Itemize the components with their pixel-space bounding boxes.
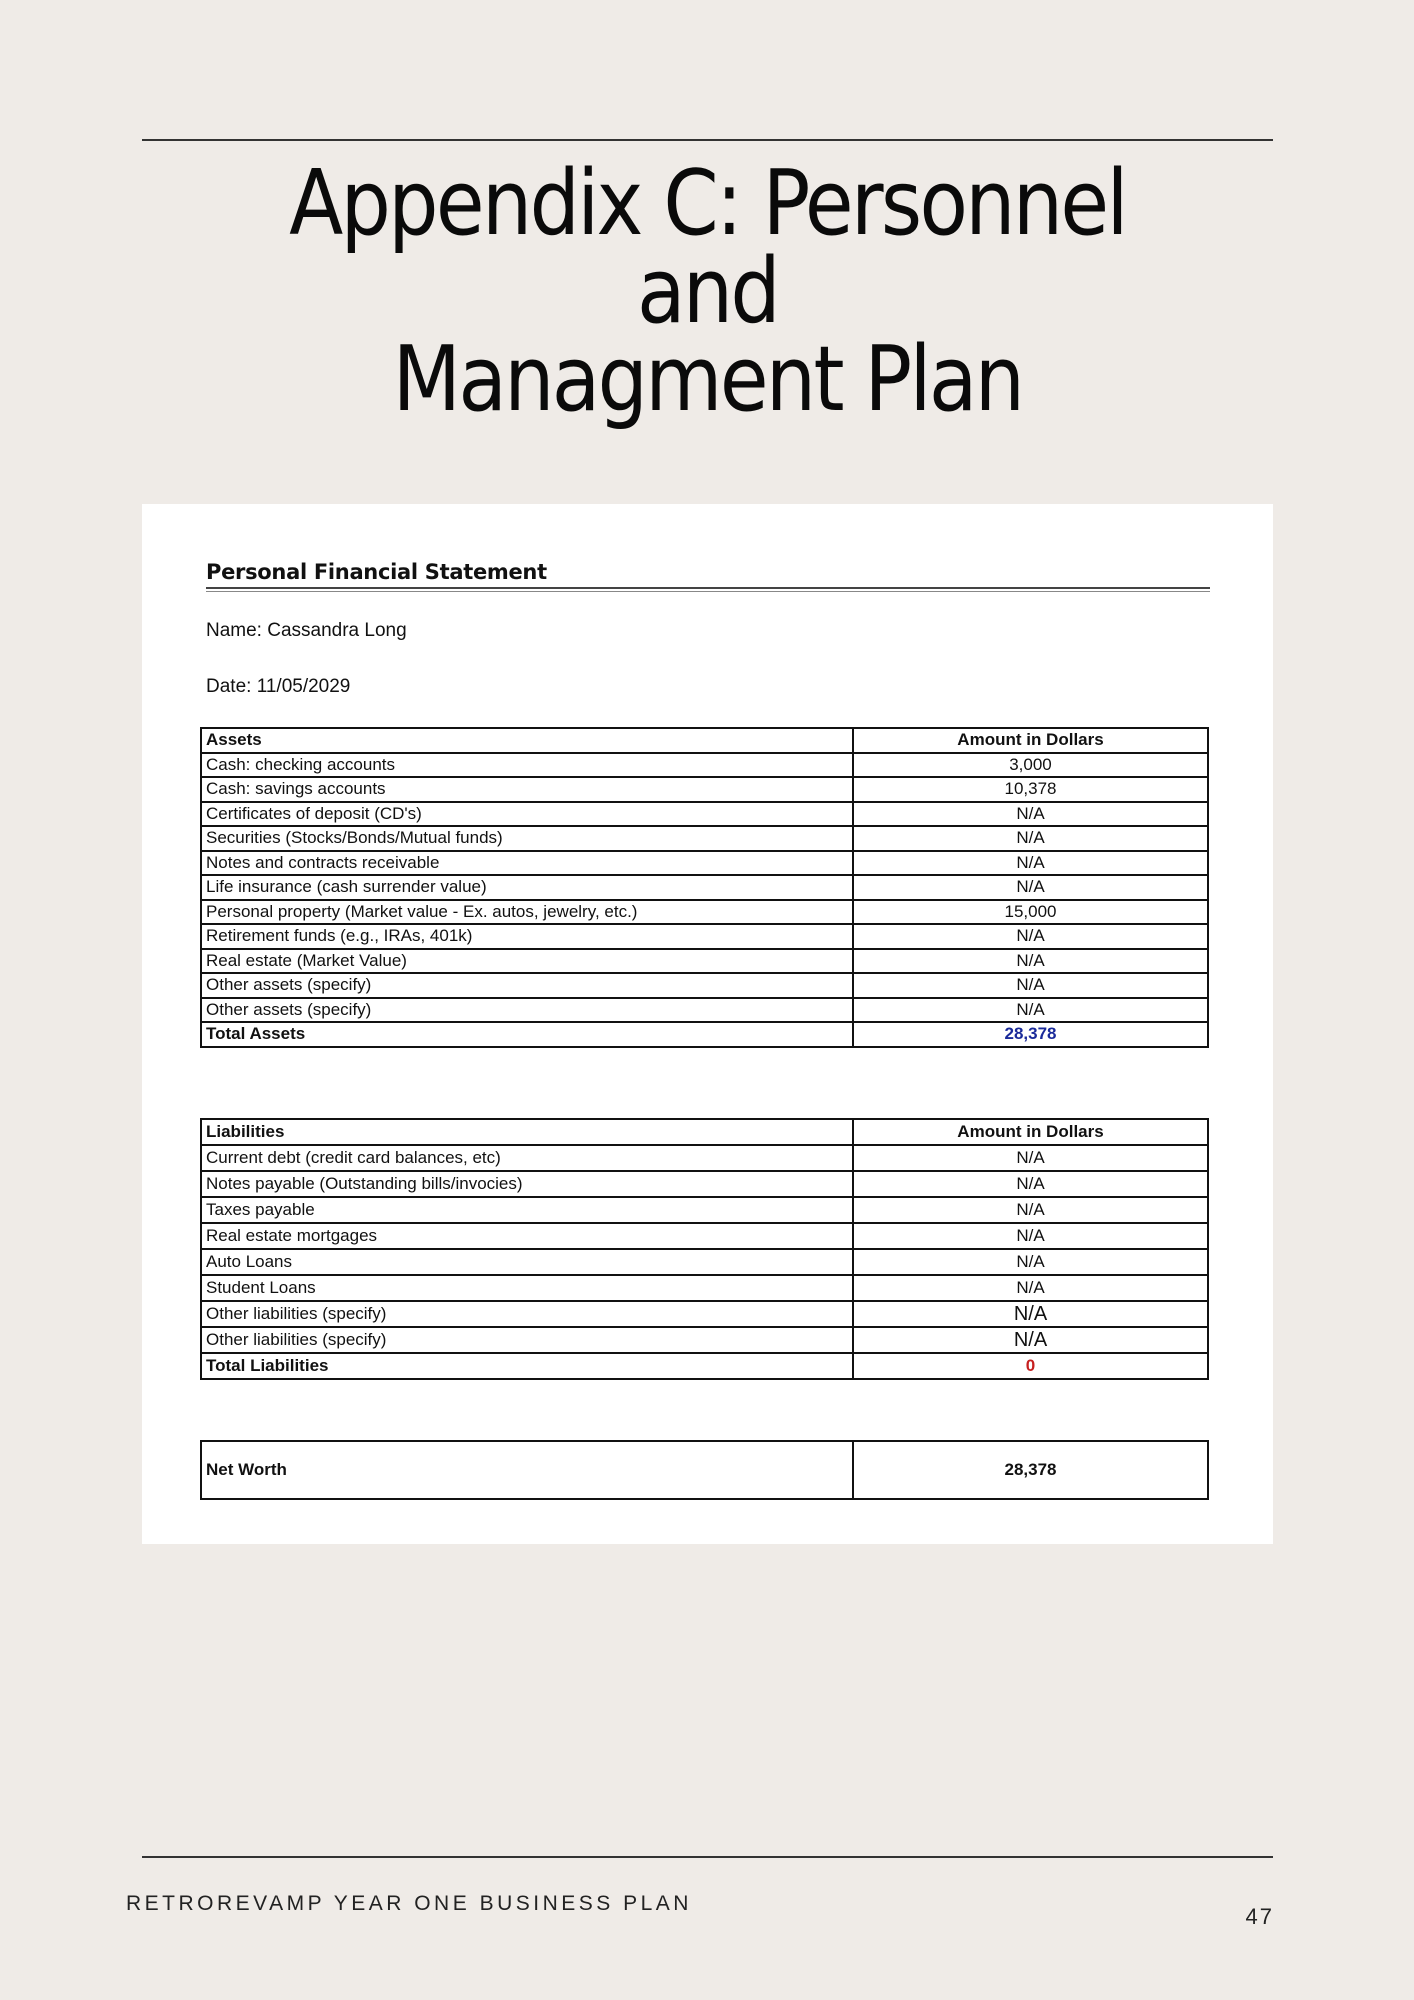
liabilities-row-value: N/A (853, 1145, 1208, 1171)
liabilities-row (201, 1249, 1208, 1275)
assets-row-label: Certificates of deposit (CD's) (201, 802, 853, 827)
assets-row-value: 3,000 (853, 753, 1208, 778)
assets-row-value: 10,378 (853, 777, 1208, 802)
net-worth-label: Net Worth (201, 1441, 853, 1499)
assets-row-value: N/A (853, 924, 1208, 949)
assets-header-row-label: Assets (201, 728, 853, 753)
liabilities-row-label: Notes payable (Outstanding bills/invocies) (201, 1171, 853, 1197)
assets-row (201, 826, 1208, 851)
page-title-line-1: Appendix C: Personnel and (289, 151, 1126, 344)
liabilities-row-value: N/A (853, 1249, 1208, 1275)
assets-row (201, 802, 1208, 827)
liabilities-total-row-label: Total Liabilities (201, 1353, 853, 1379)
assets-row (201, 777, 1208, 802)
net-worth-value: 28,378 (853, 1441, 1208, 1499)
assets-row-label: Other assets (specify) (201, 973, 853, 998)
page-title (210, 151, 1205, 432)
assets-header-row-value: Amount in Dollars (853, 728, 1208, 753)
footer-title: RETROREVAMP YEAR ONE BUSINESS PLAN (126, 1892, 692, 1915)
assets-row (201, 851, 1208, 876)
assets-total-row (201, 1022, 1208, 1047)
assets-row-label: Life insurance (cash surrender value) (201, 875, 853, 900)
financial-statement-card (142, 504, 1273, 1544)
heading-underline (206, 587, 1210, 592)
liabilities-row-label: Student Loans (201, 1275, 853, 1301)
liabilities-total-row (201, 1353, 1208, 1379)
liabilities-header-row-value: Amount in Dollars (853, 1119, 1208, 1145)
liabilities-header-row-label: Liabilities (201, 1119, 853, 1145)
assets-total-row-value: 28,378 (853, 1022, 1208, 1047)
bottom-rule (142, 1856, 1273, 1858)
assets-row-value: N/A (853, 998, 1208, 1023)
name-line: Name: Cassandra Long (206, 620, 407, 641)
liabilities-total-row-value: 0 (853, 1353, 1208, 1379)
liabilities-row (201, 1301, 1208, 1327)
net-worth-row (201, 1441, 1208, 1499)
liabilities-row-value: N/A (853, 1327, 1208, 1353)
liabilities-row-value: N/A (853, 1301, 1208, 1327)
assets-row-label: Notes and contracts receivable (201, 851, 853, 876)
assets-row-label: Cash: savings accounts (201, 777, 853, 802)
assets-header-row (201, 728, 1208, 753)
page-number: 47 (1245, 1904, 1274, 1929)
statement-heading: Personal Financial Statement (206, 560, 547, 584)
assets-row-value: N/A (853, 802, 1208, 827)
assets-row-label: Other assets (specify) (201, 998, 853, 1023)
liabilities-row-value: N/A (853, 1171, 1208, 1197)
assets-row-value: N/A (853, 973, 1208, 998)
liabilities-row-value: N/A (853, 1275, 1208, 1301)
assets-row (201, 924, 1208, 949)
assets-row (201, 875, 1208, 900)
date-line: Date: 11/05/2029 (206, 676, 351, 697)
assets-row-value: N/A (853, 851, 1208, 876)
assets-row-label: Cash: checking accounts (201, 753, 853, 778)
liabilities-row (201, 1327, 1208, 1353)
liabilities-row (201, 1223, 1208, 1249)
assets-row-value: N/A (853, 949, 1208, 974)
assets-row-label: Personal property (Market value - Ex. autos, jewelry, etc.) (201, 900, 853, 925)
liabilities-header-row (201, 1119, 1208, 1145)
liabilities-row-label: Real estate mortgages (201, 1223, 853, 1249)
assets-row-value: N/A (853, 875, 1208, 900)
liabilities-table (200, 1118, 1209, 1380)
liabilities-row-label: Current debt (credit card balances, etc) (201, 1145, 853, 1171)
net-worth-table (200, 1440, 1209, 1500)
liabilities-row-label: Other liabilities (specify) (201, 1327, 853, 1353)
liabilities-row (201, 1275, 1208, 1301)
top-rule (142, 139, 1273, 141)
assets-table (200, 727, 1209, 1048)
assets-row-value: 15,000 (853, 900, 1208, 925)
liabilities-row-label: Auto Loans (201, 1249, 853, 1275)
assets-row (201, 753, 1208, 778)
liabilities-row (201, 1145, 1208, 1171)
liabilities-row-value: N/A (853, 1197, 1208, 1223)
assets-row-label: Securities (Stocks/Bonds/Mutual funds) (201, 826, 853, 851)
assets-row-label: Retirement funds (e.g., IRAs, 401k) (201, 924, 853, 949)
liabilities-row-label: Taxes payable (201, 1197, 853, 1223)
assets-total-row-label: Total Assets (201, 1022, 853, 1047)
assets-row (201, 998, 1208, 1023)
assets-row (201, 949, 1208, 974)
assets-row-value: N/A (853, 826, 1208, 851)
liabilities-row (201, 1171, 1208, 1197)
assets-row (201, 973, 1208, 998)
assets-row-label: Real estate (Market Value) (201, 949, 853, 974)
liabilities-row-value: N/A (853, 1223, 1208, 1249)
liabilities-row (201, 1197, 1208, 1223)
assets-row (201, 900, 1208, 925)
page-title-line-2: Managment Plan (392, 327, 1023, 432)
liabilities-row-label: Other liabilities (specify) (201, 1301, 853, 1327)
